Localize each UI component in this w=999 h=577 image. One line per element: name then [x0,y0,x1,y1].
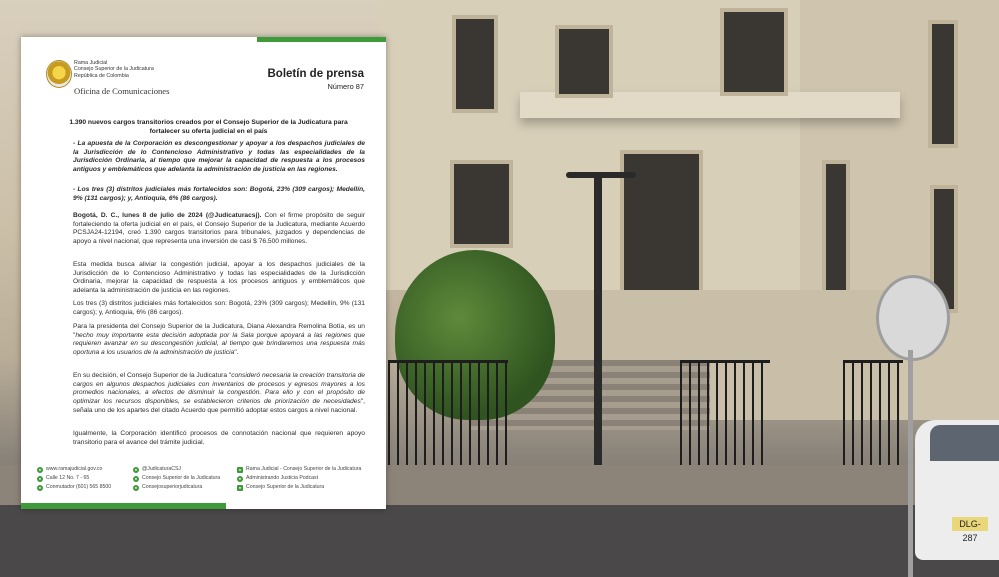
paragraph-4-end: ". [234,349,239,357]
lamp-arm [566,172,636,178]
license-plate: DLG-287 [952,517,988,531]
window [822,160,850,308]
paragraph-5-intro: En su decisión, el Consejo Superior de la Judicatura " [73,372,232,379]
facebook-icon: ● [134,475,138,481]
colombia-coat-of-arms-icon [46,60,72,88]
institution-line: Consejo Superior de la Judicatura [74,66,154,73]
window [450,160,513,248]
headline: 1.390 nuevos cargos transitorios creados por el Consejo Superior de la Judicatura para fortalecer su oferta judicial en el país [69,119,348,135]
linkedin-link[interactable]: Consejo Superior de la Judicatura [246,484,325,490]
location-icon: ● [38,475,42,481]
road [0,505,999,577]
twitter-icon: ● [134,466,138,472]
institution-name [74,60,154,79]
paragraph-2: Esta medida busca aliviar la congestión judicial, apoyar a los despachos judiciales de la Jurisdicción de lo Contencioso Administrativo y todas las especialidades de la Jurisdicción Ordinaria, mejorar la capacidad de respuesta a los procesos antiguos y emblemáticos que adelanta la administración de justicia en las regiones. [73,261,365,295]
iron-fence [388,360,508,473]
window [720,8,788,96]
twitter-link[interactable]: @JudicaturaCSJ [142,466,181,472]
podcast-icon: ● [238,475,242,481]
globe-icon: ● [38,466,42,472]
bulletin-title: Boletín de prensa [267,68,364,80]
paragraph-4-quote: hecho muy importante esta decisión adoptada por la Sala porque apoyará a las regiones que requieren avanzar en su descongestión judicial, al tiempo que brindaremos una respuesta más oportuna a los usuarios de la administración de justicia [73,331,365,357]
window [555,25,613,98]
institution-line: Rama Judicial [74,60,108,66]
paragraph-6: Igualmente, la Corporación identificó procesos de connotación nacional que requieren apoyo transitorio para el avance del trámite judicial. [73,430,365,446]
paragraph-4-intro: Para la presidenta del Consejo Superior de la Judicatura, Diana Alexandra Remolina Botía, es un " [73,323,365,339]
paragraph-4 [73,323,365,358]
bottom-accent-bar [21,503,226,509]
phone-icon: ● [38,484,42,490]
lamp-post [594,178,602,488]
car-window [930,425,999,461]
linkedin-icon: ● [238,484,242,490]
bulletin-number: Número 87 [327,82,364,91]
phone-number: Conmutador (601) 565 8500 [46,484,112,490]
footer-media [237,465,361,492]
iron-fence [680,360,770,473]
paragraph-5-end: ", señala uno de los apartes del citado Acuerdo que permitió adoptar estos cargos a nivel nacional. [73,398,365,414]
paragraph-1 [73,212,365,247]
summary-point-2: - Los tres (3) distritos judiciales más fortalecidos son: Bogotá, 23% (309 cargos); Medellín, 9% (131 cargos); y, Antioquia, 6% (86 cargos). [73,186,365,202]
paragraph-5-quote: consideró necesaria la creación transitoria de cargos en algunos despachos judiciales con inventarios de procesos y egresos mayores a los promedios nacionales, a efectos de disminuir la congestión. Para ello y con el propósito de optimizar los recursos disponibles, se establecieron criterios de priorización de necesidades [73,372,366,406]
footer-social [133,465,220,492]
window [452,15,498,113]
paragraph-5 [73,372,365,416]
youtube-link[interactable]: Rama Judicial - Consejo Superior de la Judicatura [246,466,362,472]
summary-point-1: - La apuesta de la Corporación es descongestionar y apoyar a los despachos judiciales de la Jurisdicción de lo Contencioso Administrativo y todas las especialidades de la Jurisdicción Ordinaria, al tiempo que mejorar la capacidad de respuesta a los procesos antiguos y emblemáticos que adelanta la administración de justicia en las regiones. [73,140,365,174]
iron-fence [843,360,903,473]
press-release-card [21,37,386,509]
street-sign [876,275,950,361]
top-accent-bar [257,37,386,42]
footer-contact [37,465,111,492]
instagram-link[interactable]: Consejosuperiorjudicatura [142,484,203,490]
podcast-link[interactable]: Administrando Justicia Podcast [246,475,319,481]
window [928,20,958,148]
address: Calle 12 No. 7 - 65 [46,475,90,481]
institution-line: República de Colombia [74,72,129,79]
office-name: Oficina de Comunicaciones [74,86,170,96]
instagram-icon: ● [134,484,138,490]
paragraph-3: Los tres (3) distritos judiciales más fortalecidos son: Bogotá, 23% (309 cargos); Medellín, 9% (131 cargos); y, Antioquia, 6% (86 cargos). [73,300,365,316]
facebook-link[interactable]: Consejo Superior de la Judicatura [142,475,221,481]
youtube-icon: ● [238,466,242,472]
website-link[interactable]: www.ramajudicial.gov.co [46,466,103,472]
dateline: Bogotá, D. C., lunes 8 de julio de 2024 (@Judicaturacsj). [73,212,262,219]
sign-pole [908,350,913,577]
paragraph-1-text: Con el firme propósito de seguir fortaleciendo la oferta judicial en el país, el Consejo Superior de la Judicatura, mediante Acuerdo PCSJA24-12194, creó 1.390 cargos transitorios para tribunales, juzgados y dependencias de apoyo a nivel nacional, que representa una inversión de casi $ 76.500 millones. [73,212,365,246]
